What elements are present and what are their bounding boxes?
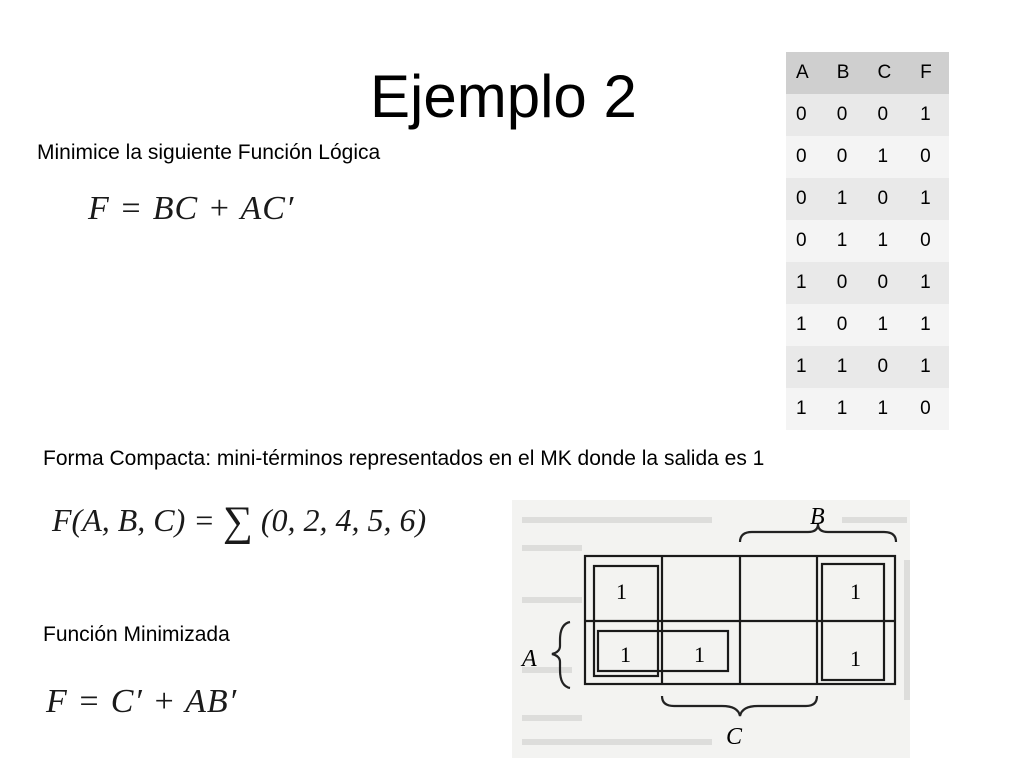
cell: 1 <box>796 356 807 377</box>
cell: 1 <box>920 314 931 335</box>
cell: 1 <box>796 398 807 419</box>
kmap-cell: 1 <box>616 579 627 604</box>
kmap-grid <box>585 556 895 684</box>
cell: 0 <box>877 104 889 125</box>
minimized-label: Función Minimizada <box>43 623 230 646</box>
label-c: C <box>726 724 743 750</box>
cell: 1 <box>877 398 889 419</box>
cell: 0 <box>920 230 931 251</box>
header-f: F <box>920 62 932 83</box>
compact-expr-prefix: F(A, B, C) = <box>52 502 215 538</box>
cell: 1 <box>920 188 931 209</box>
cell: 1 <box>836 230 848 251</box>
function-equation: F = BC + AC′ <box>88 190 295 227</box>
truth-table <box>786 52 949 430</box>
minimized-equation: F = C′ + AB′ <box>46 683 238 720</box>
kmap-cells <box>616 579 861 671</box>
cell: 1 <box>877 230 889 251</box>
sigma-symbol: ∑ <box>222 499 253 545</box>
instruction-text: Minimice la siguiente Función Lógica <box>37 141 381 164</box>
karnaugh-map-diagram <box>512 500 910 758</box>
a-brace <box>552 622 570 688</box>
cell: 1 <box>836 188 848 209</box>
table-row <box>786 262 949 304</box>
kmap-cell: 1 <box>620 642 631 667</box>
cell: 1 <box>836 356 848 377</box>
cell: 1 <box>877 146 889 167</box>
table-row <box>786 178 949 220</box>
cell: 0 <box>877 356 889 377</box>
compact-expr-terms: (0, 2, 4, 5, 6) <box>260 502 427 538</box>
kmap-cell: 1 <box>850 646 861 671</box>
cell: 0 <box>877 188 889 209</box>
label-a: A <box>522 646 537 672</box>
cell: 0 <box>836 314 848 335</box>
cell: 0 <box>836 104 848 125</box>
c-bracket <box>662 696 817 716</box>
cell: 1 <box>920 356 931 377</box>
header-b: B <box>836 62 850 83</box>
header-c: C <box>877 62 892 83</box>
cell: 0 <box>920 146 931 167</box>
table-row <box>786 136 949 178</box>
header-a: A <box>796 62 809 83</box>
table-row <box>786 220 949 262</box>
table-row <box>786 304 949 346</box>
cell: 0 <box>796 188 807 209</box>
cell: 0 <box>796 230 807 251</box>
cell: 1 <box>920 104 931 125</box>
truth-table-header-row <box>786 52 949 94</box>
cell: 0 <box>796 104 807 125</box>
cell: 1 <box>836 398 848 419</box>
table-row <box>786 346 949 388</box>
cell: 0 <box>877 272 889 293</box>
table-row <box>786 388 949 430</box>
cell: 0 <box>836 272 848 293</box>
label-b: B <box>810 504 825 530</box>
compact-form-equation <box>52 494 427 545</box>
cell: 0 <box>836 146 848 167</box>
cell: 1 <box>796 272 807 293</box>
table-row <box>786 94 949 136</box>
kmap-cell: 1 <box>694 642 705 667</box>
compact-form-label: Forma Compacta: mini-términos representados en el MK donde la salida es 1 <box>43 447 765 470</box>
cell: 0 <box>920 398 931 419</box>
kmap-cell: 1 <box>850 579 861 604</box>
slide-title: Ejemplo 2 <box>370 63 637 130</box>
cell: 1 <box>920 272 931 293</box>
cell: 1 <box>796 314 807 335</box>
cell: 1 <box>877 314 889 335</box>
cell: 0 <box>796 146 807 167</box>
karnaugh-map-image <box>512 500 910 758</box>
